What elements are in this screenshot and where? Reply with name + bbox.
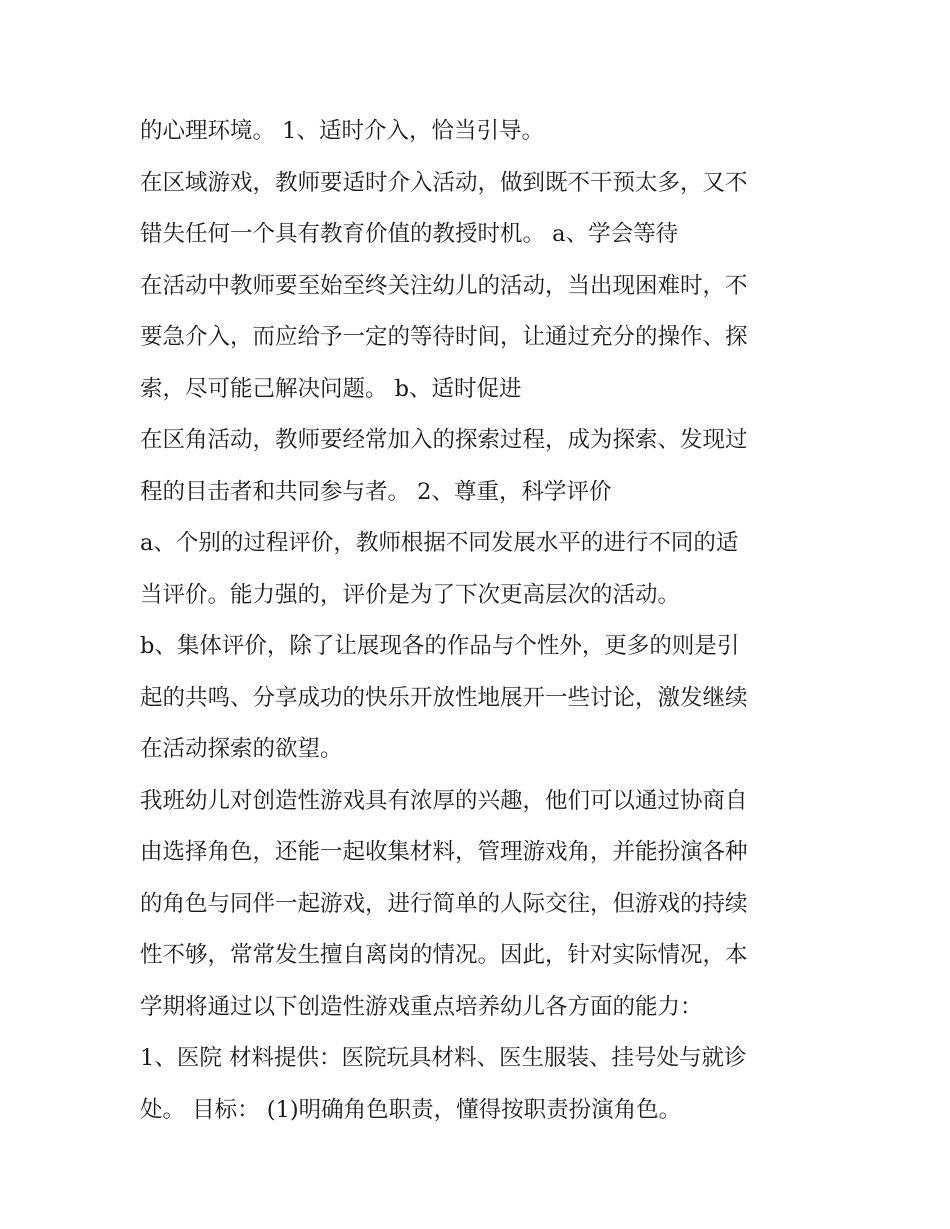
text-line: 错失任何一个具有教育价值的教授时机。 a、学会等待 xyxy=(140,221,679,247)
text-line: 处。 目标： (1)明确角色职责，懂得按职责扮演角色。 xyxy=(140,1096,682,1123)
document-body xyxy=(140,106,820,1136)
text-line: 在区角活动，教师要经常加入的探索过程，成为探索、发现过 xyxy=(140,427,748,453)
text-line: a、个别的过程评价，教师根据不同发展水平的进行不同的适 xyxy=(140,530,739,556)
text-line: 要急介入，而应给予一定的等待时间，让通过充分的操作、探 xyxy=(140,324,748,350)
text-line: 的角色与同伴一起游戏，进行简单的人际交往，但游戏的持续 xyxy=(140,890,748,917)
text-line: 1、医院 材料提供：医院玩具材料、医生服装、挂号处与就诊 xyxy=(140,1045,747,1071)
text-line: 起的共鸣、分享成功的快乐开放性地展开一些讨论，激发继续 xyxy=(140,684,748,711)
text-line: 程的目击者和共同参与者。 2、尊重，科学评价 xyxy=(140,478,612,505)
text-line: 学期将通过以下创造性游戏重点培养幼儿各方面的能力： xyxy=(140,993,703,1020)
text-line: 性不够，常常发生擅自离岗的情况。因此，针对实际情况，本 xyxy=(140,942,748,968)
text-line: 在活动探索的欲望。 xyxy=(140,736,343,762)
text-line: 的心理环境。 1、适时介入，恰当引导。 xyxy=(140,118,544,144)
text-line: 在区域游戏，教师要适时介入活动，做到既不干预太多，又不 xyxy=(140,169,748,196)
text-line: 在活动中教师要至始至终关注幼儿的活动，当出现困难时，不 xyxy=(140,272,748,299)
text-line: b、集体评价，除了让展现各的作品与个性外，更多的则是引 xyxy=(140,633,740,659)
text-line: 由选择角色，还能一起收集材料，管理游戏角，并能扮演各种 xyxy=(140,839,748,865)
text-line: 索，尽可能己解决问题。 b、适时促进 xyxy=(140,375,522,402)
text-line: 当评价。能力强的，评价是为了下次更高层次的活动。 xyxy=(140,581,681,608)
text-line: 我班幼儿对创造性游戏具有浓厚的兴趣，他们可以通过协商自 xyxy=(140,787,748,814)
